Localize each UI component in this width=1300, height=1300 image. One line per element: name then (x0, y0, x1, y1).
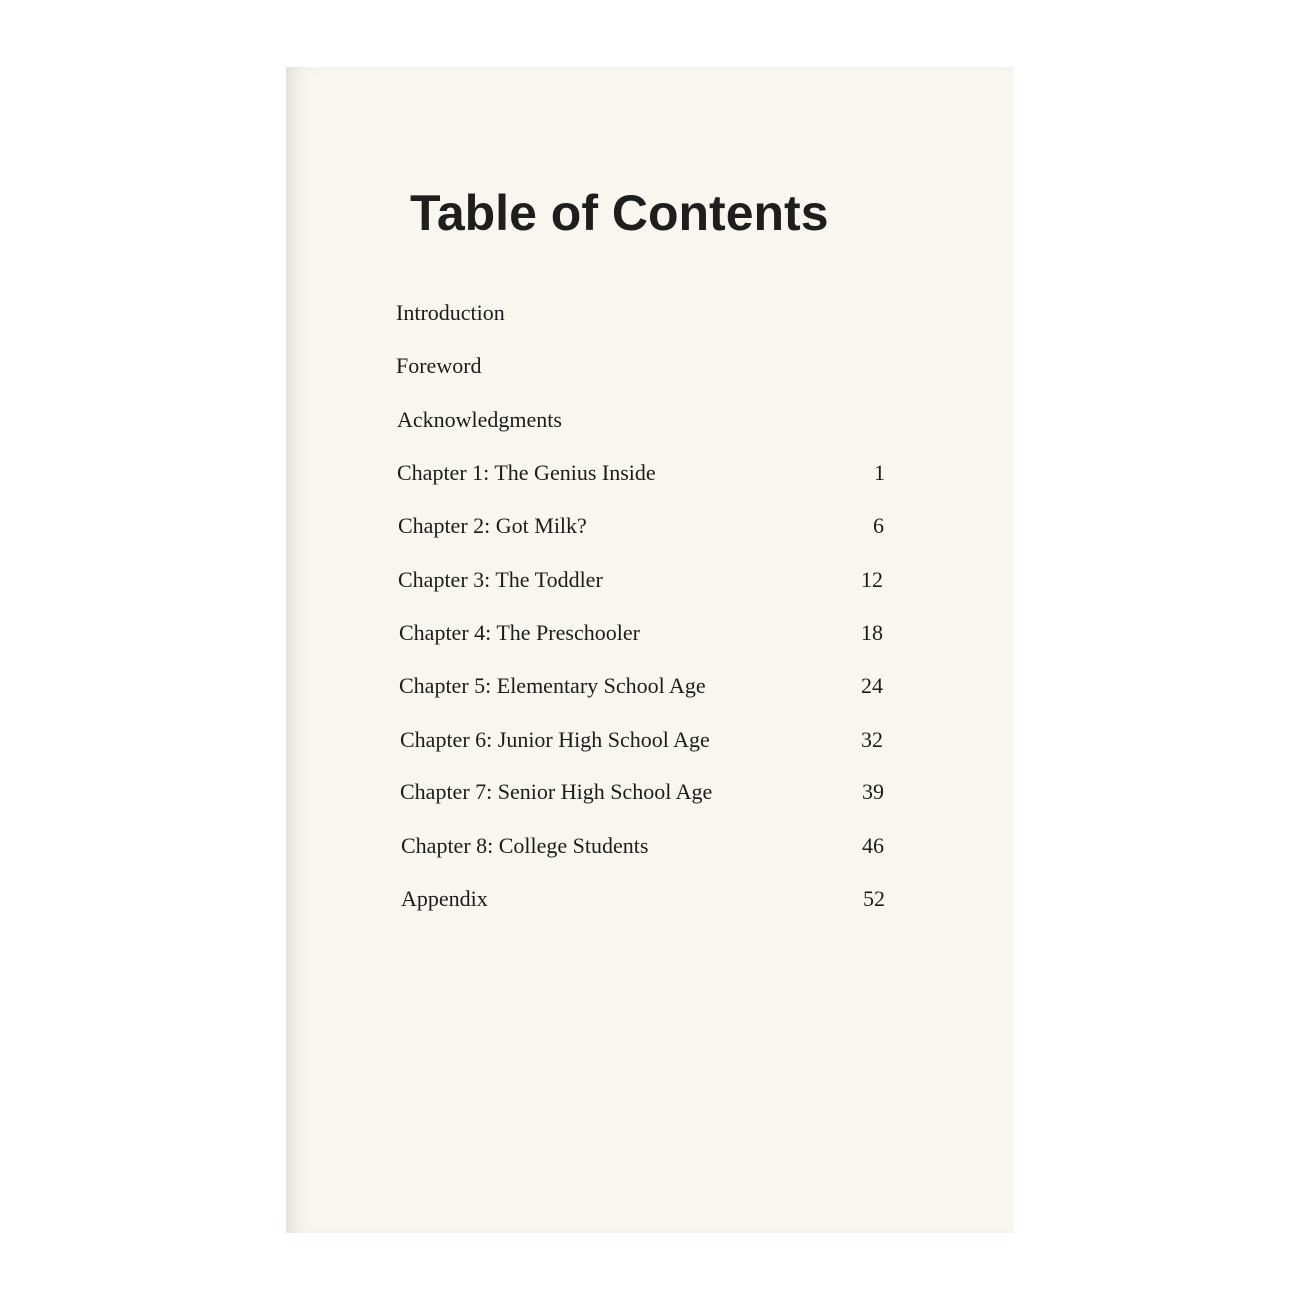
toc-entry-label: Acknowledgments (397, 407, 562, 432)
toc-entry-label: Chapter 2: Got Milk? (398, 513, 587, 538)
toc-entry-label: Chapter 5: Elementary School Age (399, 673, 706, 698)
toc-entry-page-number: 39 (862, 779, 884, 804)
page-title: Table of Contents (410, 185, 829, 241)
toc-entry-label: Chapter 6: Junior High School Age (400, 727, 710, 752)
toc-entry-label: Chapter 7: Senior High School Age (400, 779, 713, 804)
toc-entry-label: Appendix (401, 886, 488, 911)
toc-entry-label: Chapter 8: College Students (401, 833, 649, 858)
toc-entry-label: Introduction (396, 300, 505, 325)
toc-entry-label: Chapter 3: The Toddler (398, 567, 603, 592)
toc-entry-page-number: 1 (874, 460, 885, 485)
toc-entry-page-number: 24 (861, 673, 883, 698)
toc-entry-label: Chapter 1: The Genius Inside (397, 460, 656, 485)
book-page (286, 67, 1014, 1233)
toc-entry-page-number: 18 (861, 620, 883, 645)
toc-entry-page-number: 12 (861, 567, 883, 592)
toc-entry-page-number: 32 (861, 727, 883, 752)
toc-entry-label: Chapter 4: The Preschooler (399, 620, 640, 645)
toc-entry-page-number: 6 (873, 513, 884, 538)
table-of-contents (286, 67, 1014, 1233)
toc-entry-page-number: 52 (863, 886, 885, 911)
toc-entry-page-number: 46 (862, 833, 884, 858)
toc-entry-label: Foreword (396, 353, 482, 378)
